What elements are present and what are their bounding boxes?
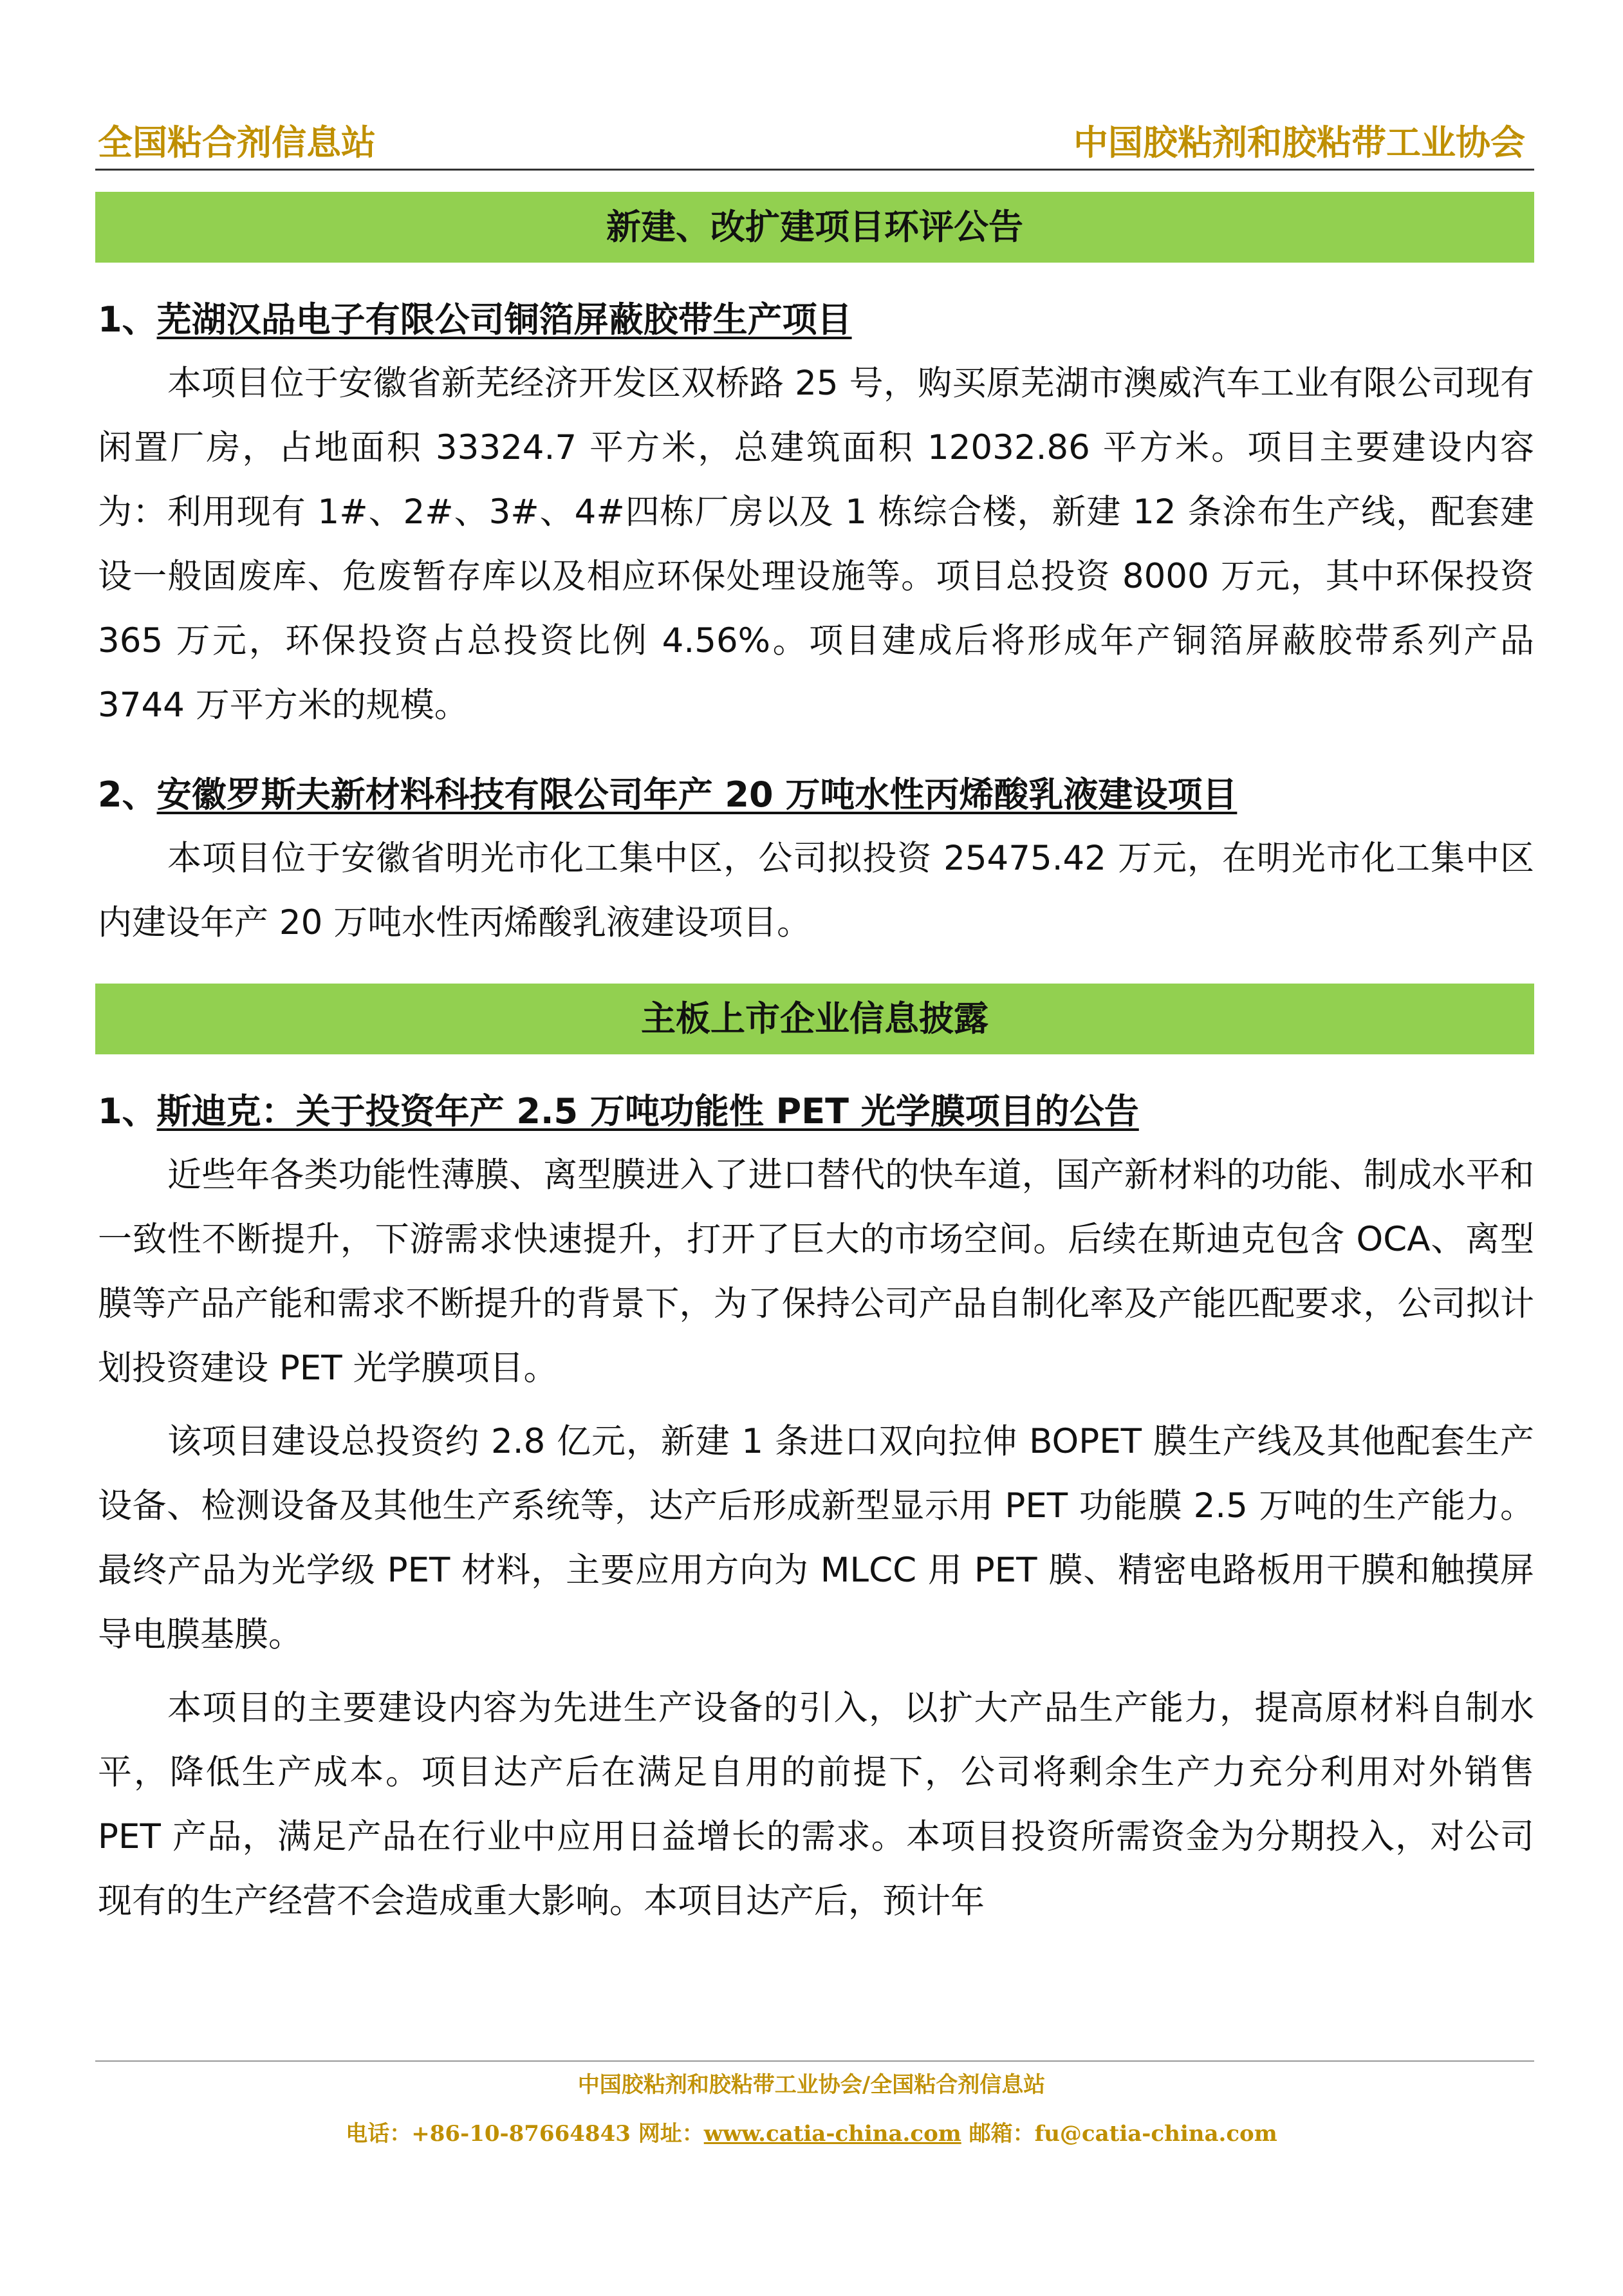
header-site-name: 全国粘合剂信息站 bbox=[98, 122, 376, 163]
item-paragraph: 该项目建设总投资约 2.8 亿元，新建 1 条进口双向拉伸 BOPET 膜生产线及其他配套生产设备、检测设备及其他生产系统等，达产后形成新型显示用 PET 功能膜 2.5 万吨的生产能力。最终产品为光学级 PET 材料，主要应用方向为 MLCC 用 PET 膜、精密电路板用干膜和触摸屏导电膜基膜。 bbox=[98, 1422, 1534, 1654]
header-association-name: 中国胶粘剂和胶粘带工业协会 bbox=[1073, 122, 1525, 163]
item-title-text: 安徽罗斯夫新材料科技有限公司年产 20 万吨水性丙烯酸乳液建设项目 bbox=[156, 774, 1238, 815]
item-paragraph: 本项目位于安徽省新芜经济开发区双桥路 25 号，购买原芜湖市澳威汽车工业有限公司现有闲置厂房，占地面积 33324.7 平方米，总建筑面积 12032.86 平方米。项目主要建设内容为：利用现有 1#、2#、3#、4#四栋厂房以及 1 栋综合楼，新建 12 条涂布生产线，配套建设一般固废库、危废暂存库以及相应环保处理设施等。项目总投资 8000 万元，其中环保投资 365 万元，环保投资占总投资比例 4.56%。项目建成后将形成年产铜箔屏蔽胶带系列产品 3744 万平方米的规模。 bbox=[98, 364, 1534, 725]
footer-phone: +86-10-87664843 bbox=[411, 2121, 631, 2147]
item-number: 2、 bbox=[98, 774, 157, 815]
item-title-text: 芜湖汉品电子有限公司铜箔屏蔽胶带生产项目 bbox=[156, 299, 852, 340]
footer-contact bbox=[0, 2118, 1623, 2150]
item-title-text: 斯迪克：关于投资年产 2.5 万吨功能性 PET 光学膜项目的公告 bbox=[156, 1091, 1139, 1132]
section-banner-listed-disclosure: 主板上市企业信息披露 bbox=[95, 984, 1534, 1054]
header-divider bbox=[95, 169, 1534, 171]
item-number: 1、 bbox=[98, 299, 157, 340]
item-number: 1、 bbox=[98, 1091, 157, 1132]
item-title bbox=[98, 1087, 1139, 1137]
footer-website-link[interactable]: www.catia-china.com bbox=[703, 2121, 961, 2147]
footer-web-label: 网址： bbox=[638, 2121, 704, 2147]
footer-email[interactable]: fu@catia-china.com bbox=[1034, 2121, 1277, 2147]
item-paragraph: 本项目的主要建设内容为先进生产设备的引入，以扩大产品生产能力，提高原材料自制水平，降低生产成本。项目达产后在满足自用的前提下，公司将剩余生产力充分利用对外销售 PET 产品，满足产品在行业中应用日益增长的需求。本项目投资所需资金为分期投入，对公司现有的生产经营不会造成重大影响。本项目达产后，预计年 bbox=[98, 1688, 1534, 1921]
section-banner-eia: 新建、改扩建项目环评公告 bbox=[95, 192, 1534, 263]
footer-divider bbox=[95, 2060, 1534, 2062]
item-paragraph: 本项目位于安徽省明光市化工集中区，公司拟投资 25475.42 万元，在明光市化工集中区内建设年产 20 万吨水性丙烯酸乳液建设项目。 bbox=[98, 839, 1534, 942]
item-title bbox=[98, 770, 1237, 820]
footer-phone-label: 电话： bbox=[346, 2121, 412, 2147]
footer-organization: 中国胶粘剂和胶粘带工业协会/全国粘合剂信息站 bbox=[577, 2072, 1046, 2098]
item-title bbox=[98, 295, 852, 345]
footer-email-label: 邮箱： bbox=[969, 2121, 1035, 2147]
item-paragraph: 近些年各类功能性薄膜、离型膜进入了进口替代的快车道，国产新材料的功能、制成水平和一致性不断提升，下游需求快速提升，打开了巨大的市场空间。后续在斯迪克包含 OCA、离型膜等产品产能和需求不断提升的背景下，为了保持公司产品自制化率及产能匹配要求，公司拟计划投资建设 PET 光学膜项目。 bbox=[98, 1155, 1534, 1388]
